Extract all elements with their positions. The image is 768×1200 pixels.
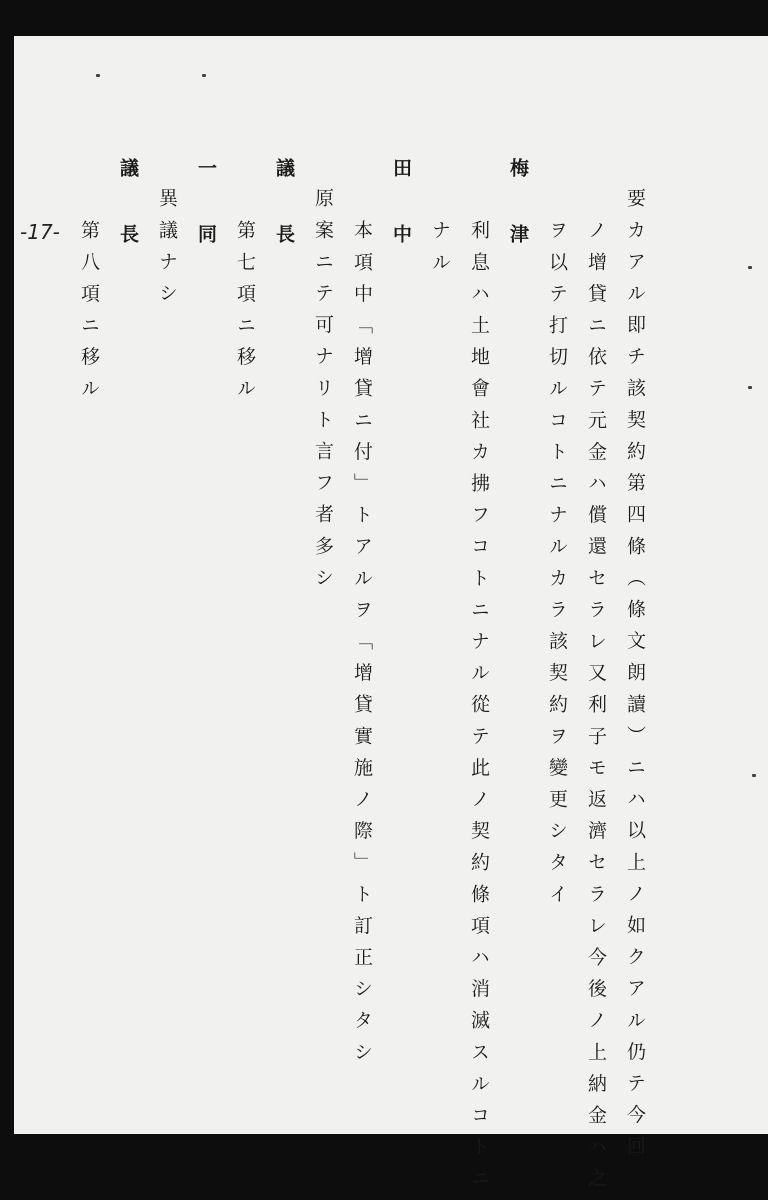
text-column-2: ノ增貸ニ依テ元金ハ償還セラレ又利子モ返濟セラレ今後ノ上納金ハ之 <box>585 220 607 1200</box>
document-page <box>14 36 768 1200</box>
text-column-5: 利息ハ土地會社カ拂フコトニナル從テ此ノ契約條項ハ消滅スルコトニ <box>468 220 490 1200</box>
scan-speck <box>96 74 100 77</box>
text-column-13: 異議ナシ <box>156 188 178 315</box>
text-column-8: 本項中「增貸ニ付」トアルヲ「增貸實施ノ際」ト訂正シタシ <box>351 220 373 1074</box>
scan-speck <box>202 74 206 77</box>
text-column-6: ナル <box>429 220 451 284</box>
text-column-15: 第八項ニ移ル <box>78 220 100 410</box>
speaker-tanaka: 田 中 <box>390 158 412 257</box>
page-number: -17- <box>20 220 60 244</box>
scan-speck <box>752 774 756 777</box>
text-column-3: ヲ以テ打切ルコトニナルカラ該契約ヲ變更シタイ <box>546 220 568 916</box>
speaker-chairman-2: 議 長 <box>117 158 139 257</box>
text-column-1: 要カアル即チ該契約第四條（條文朗讀）ニハ以上ノ如クアル仍テ今回 <box>624 188 646 1168</box>
speaker-all: 一 同 <box>195 158 217 257</box>
speaker-umezu: 梅 津 <box>507 158 529 257</box>
text-column-9: 原案ニテ可ナリト言フ者多シ <box>312 188 334 599</box>
scan-speck <box>748 386 752 389</box>
text-column-11: 第七項ニ移ル <box>234 220 256 410</box>
scan-speck <box>748 266 752 269</box>
speaker-chairman: 議 長 <box>273 158 295 257</box>
